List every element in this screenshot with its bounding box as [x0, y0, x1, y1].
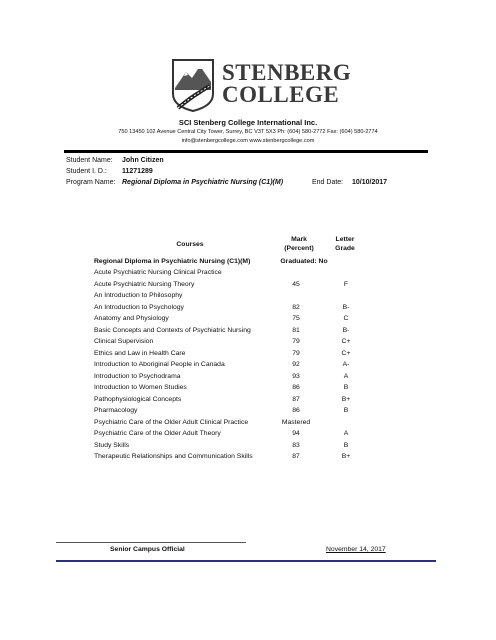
course-name: An Introduction to Philosophy	[94, 292, 183, 299]
col-header-grade-line1: Letter	[335, 236, 355, 243]
table-row	[94, 315, 394, 326]
course-mark: 87	[292, 395, 300, 403]
course-mark: 94	[292, 430, 300, 437]
course-grade: A	[343, 430, 349, 437]
course-grade: B+	[341, 453, 351, 460]
institution-name: SCI Stenberg College International Inc.	[178, 118, 318, 127]
course-name: Basic Concepts and Contexts of Psychiatric Nursing	[94, 326, 251, 334]
signature-date: November 14, 2017	[326, 546, 386, 553]
col-header-courses: Courses	[176, 241, 204, 248]
table-row	[94, 361, 394, 372]
course-grade: B+	[341, 395, 351, 403]
course-grade: C+	[341, 349, 351, 357]
table-row	[94, 396, 394, 407]
course-grade: F	[343, 280, 349, 288]
course-name: Acute Psychiatric Nursing Clinical Practice	[94, 269, 222, 276]
signature-label: Senior Campus Official	[110, 546, 185, 553]
course-name: Therapeutic Relationships and Communication Skills	[94, 453, 253, 460]
course-mark: 82	[292, 303, 300, 311]
program-line	[66, 179, 388, 186]
col-header-grade	[330, 235, 360, 253]
program-label: Program Name:	[66, 179, 116, 186]
student-id-value: 11271289	[122, 168, 153, 175]
student-name-line	[66, 157, 164, 164]
mountain-road-emblem-icon	[170, 58, 216, 112]
course-name: Ethics and Law in Health Care	[94, 349, 186, 357]
course-mark: 83	[292, 441, 300, 449]
table-row	[94, 407, 394, 418]
table-row	[94, 281, 394, 292]
end-date-label: End Date:	[312, 179, 344, 186]
footer-divider	[56, 560, 436, 562]
course-mark: 86	[292, 384, 300, 391]
college-logo	[170, 58, 352, 112]
program-row-course: Regional Diploma in Psychiatric Nursing (C1)(M)	[94, 258, 251, 265]
course-grade: B	[343, 384, 349, 391]
course-grade: B	[343, 407, 349, 414]
header-divider	[64, 150, 428, 153]
table-row	[94, 304, 394, 315]
course-grade: C+	[341, 338, 351, 345]
course-mark: 75	[292, 315, 300, 322]
course-name: Introduction to Psychodrama	[94, 372, 181, 380]
course-mark: 87	[292, 453, 300, 460]
student-id-line	[66, 168, 153, 175]
col-header-grade-line2: Grade	[335, 245, 355, 252]
course-mark: Mastered	[281, 418, 311, 426]
table-row	[94, 430, 394, 441]
course-grade: A-	[342, 361, 350, 368]
course-name: Pharmacology	[94, 407, 138, 414]
signature-line	[56, 542, 246, 543]
table-row	[94, 453, 394, 464]
course-grade: C	[343, 315, 349, 322]
course-name: Pathophysiological Concepts	[94, 395, 182, 403]
institution-web: info@stenbergcollege.com www.stenbergcollege.com	[181, 138, 315, 144]
course-grade: B	[343, 441, 349, 449]
table-row	[94, 338, 394, 349]
course-name: Introduction to Women Studies	[94, 384, 187, 391]
table-row	[94, 384, 394, 395]
program-row-status: Graduated: No	[280, 258, 328, 265]
course-name: Introduction to Aboriginal People in Canada	[94, 361, 225, 368]
logo-wordmark: STENBERG COLLEGE	[222, 60, 352, 107]
student-id-label: Student I. D.:	[66, 168, 107, 175]
table-row	[94, 442, 394, 453]
student-name-value: John Citizen	[122, 157, 164, 164]
col-header-mark-line2: (Percent)	[284, 245, 314, 252]
table-row	[94, 292, 394, 303]
course-grade: A	[343, 372, 349, 380]
course-name: Study Skills	[94, 441, 130, 449]
course-name: An Introduction to Psychology	[94, 303, 184, 311]
course-grade: B-	[342, 326, 350, 334]
course-name: Anatomy and Physiology	[94, 315, 169, 322]
program-row	[94, 258, 394, 269]
course-mark: 93	[292, 372, 300, 380]
course-mark: 86	[292, 407, 300, 414]
student-name-label: Student Name:	[66, 157, 113, 164]
table-row	[94, 269, 394, 280]
table-row	[94, 327, 394, 338]
col-header-mark-line1: Mark	[291, 236, 307, 243]
institution-address: 750 13450 102 Avenue Central City Tower, Surrey, BC V3T 5X3 Ph: (604) 580-2772 Fax: (604) 580-2774	[118, 129, 378, 135]
course-name: Acute Psychiatric Nursing Theory	[94, 280, 195, 288]
col-header-mark	[279, 235, 319, 253]
table-row	[94, 350, 394, 361]
program-value: Regional Diploma in Psychiatric Nursing (C1)(M)	[122, 179, 284, 186]
table-row	[94, 373, 394, 384]
course-name: Clinical Supervision	[94, 338, 154, 345]
course-mark: 79	[292, 338, 300, 345]
table-row	[94, 419, 394, 430]
course-name: Psychiatric Care of the Older Adult Theory	[94, 430, 221, 437]
end-date-value: 10/10/2017	[352, 179, 388, 186]
course-grade: B-	[342, 303, 350, 311]
course-mark: 92	[292, 361, 300, 368]
course-mark: 45	[292, 280, 300, 288]
course-mark: 81	[292, 326, 300, 334]
course-name: Psychiatric Care of the Older Adult Clinical Practice	[94, 418, 249, 426]
course-mark: 79	[292, 349, 300, 357]
